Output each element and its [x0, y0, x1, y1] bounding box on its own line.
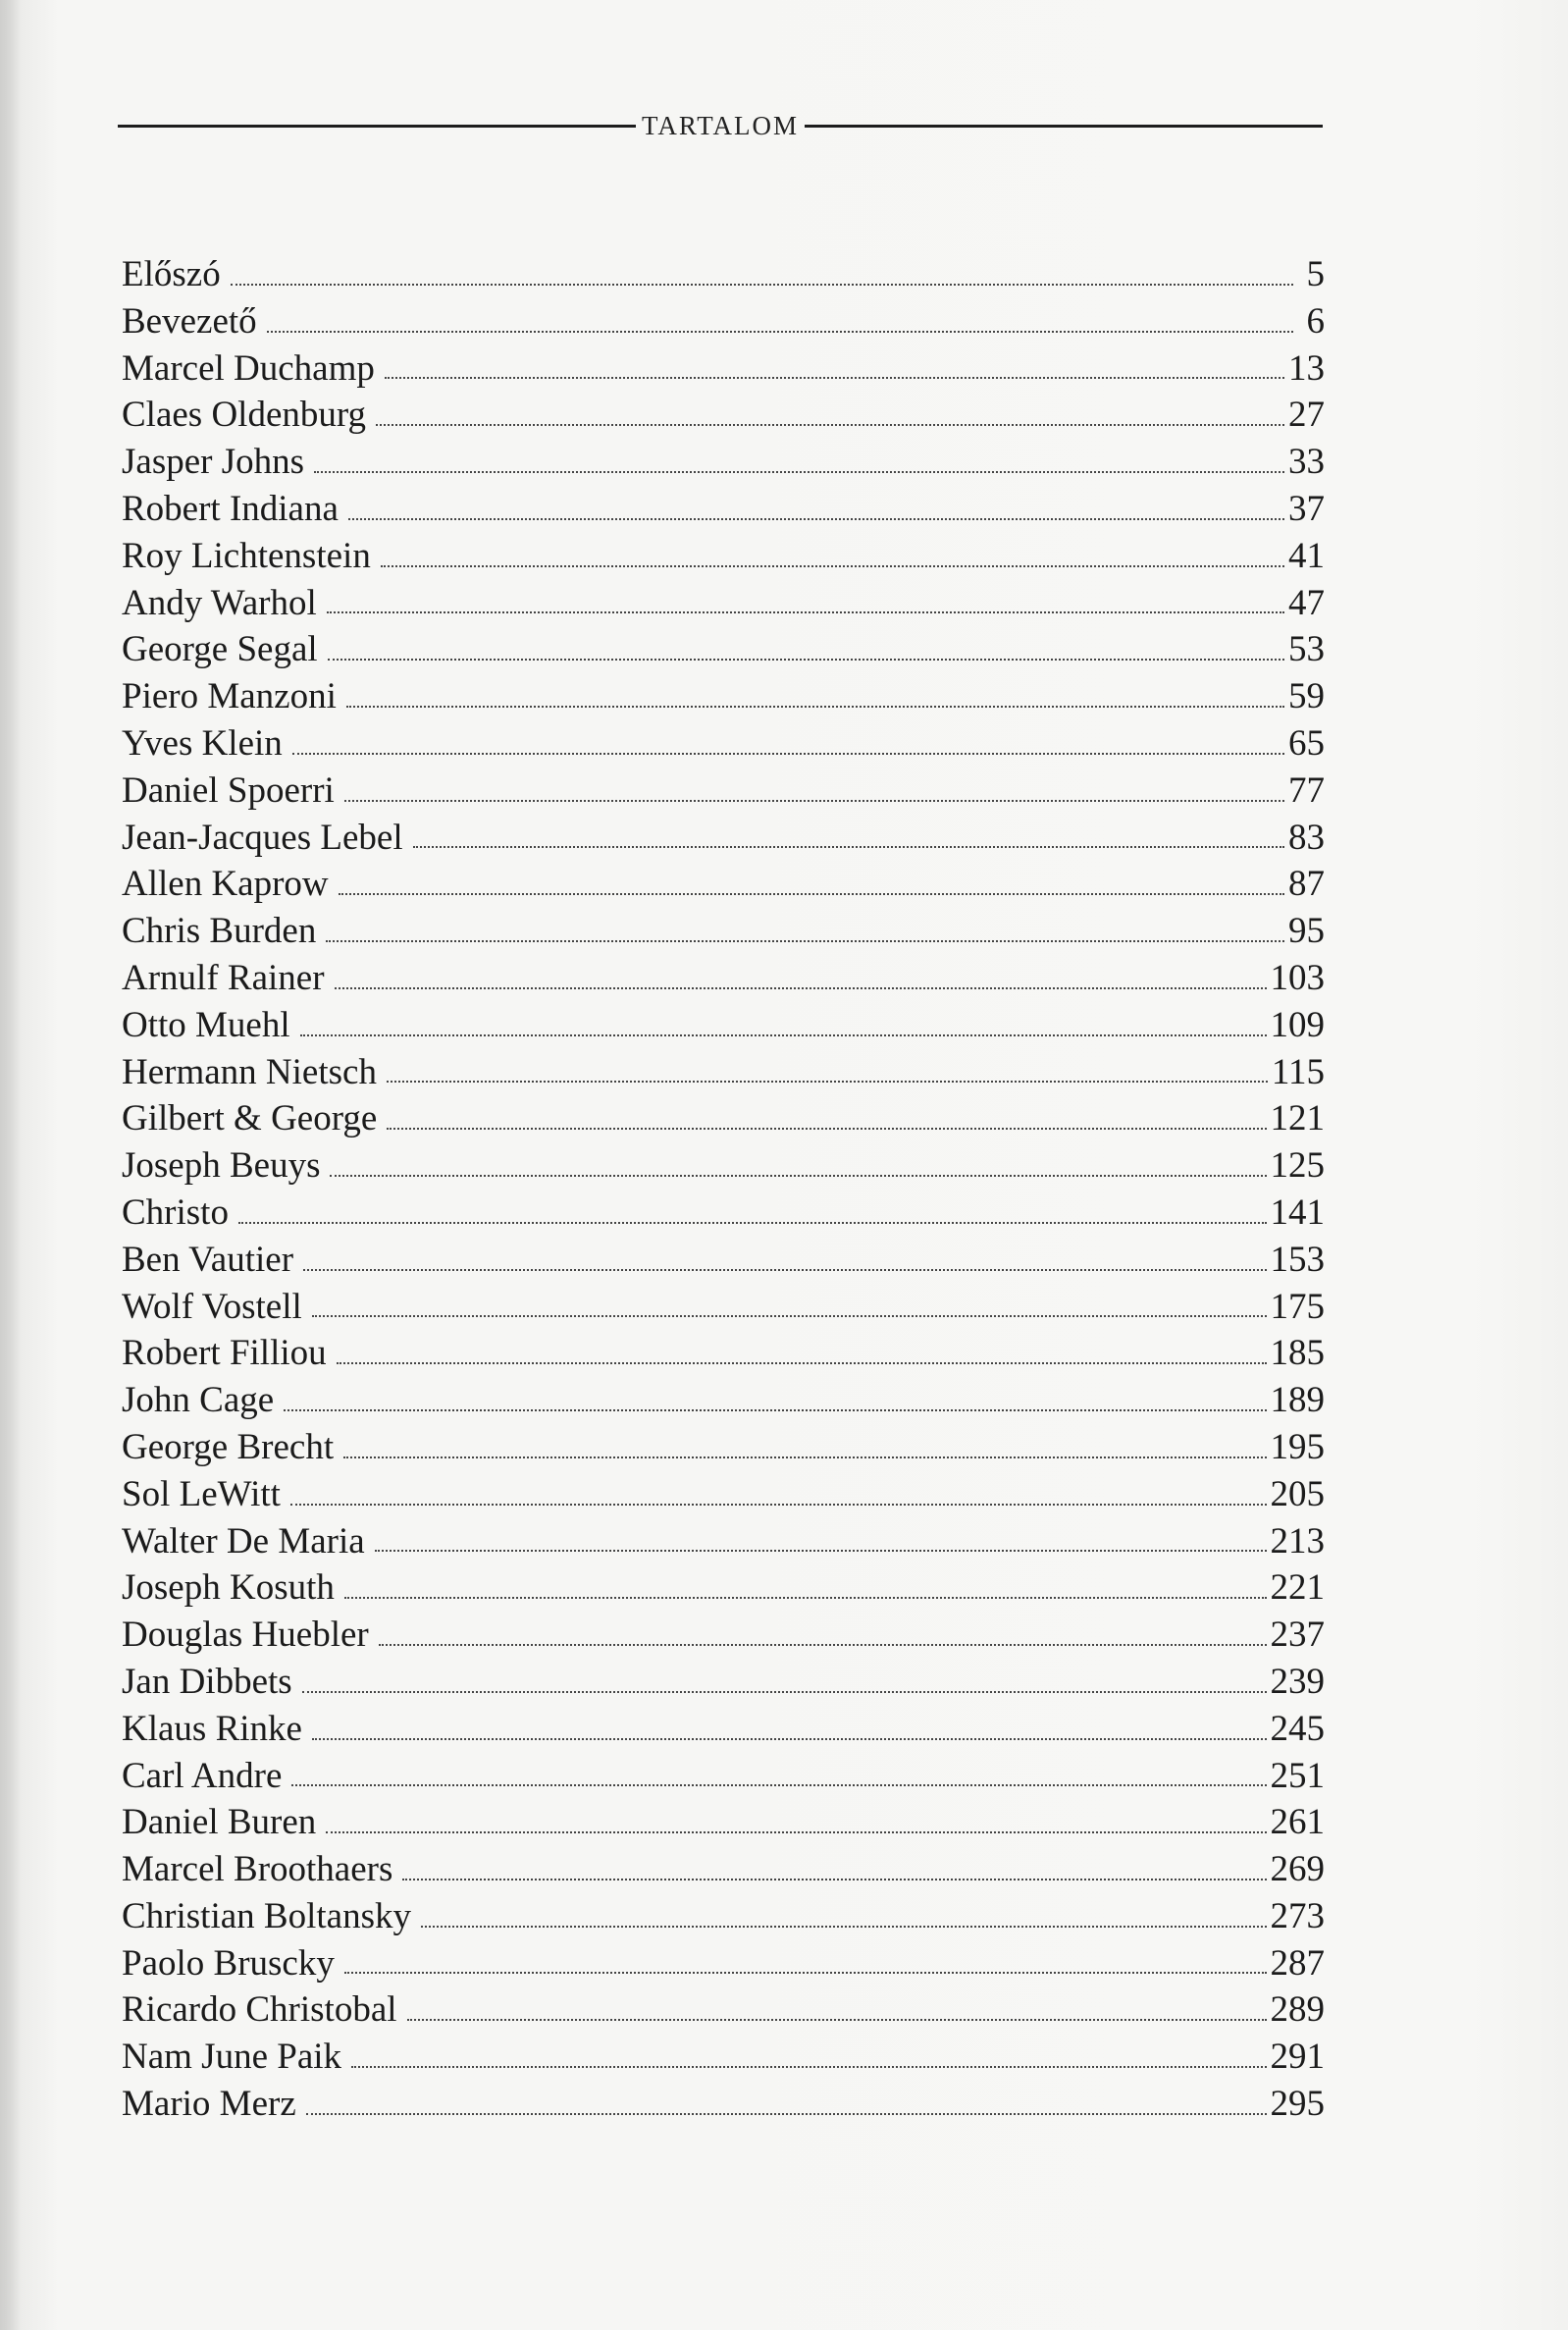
dot-leader: [326, 1831, 1266, 1833]
toc-entry-page: 213: [1270, 1520, 1325, 1562]
toc-entry-page: 77: [1288, 769, 1325, 811]
toc-entry-page: 189: [1270, 1380, 1325, 1421]
toc-entry: [122, 2036, 1325, 2083]
toc-entry: [122, 1004, 1325, 1051]
dot-leader: [303, 1269, 1266, 1271]
dot-leader: [344, 1972, 1267, 1974]
toc-entry-page: 141: [1270, 1191, 1325, 1233]
toc-entry: [122, 300, 1325, 347]
dot-leader: [402, 1879, 1266, 1880]
toc-entry-page: 41: [1288, 535, 1325, 576]
dot-leader: [385, 377, 1284, 379]
dot-leader: [413, 846, 1284, 848]
toc-entry-page: 237: [1270, 1615, 1325, 1656]
toc-entry-name: Ben Vautier: [122, 1239, 294, 1280]
dot-leader: [407, 2019, 1267, 2021]
toc-entry-page: 291: [1270, 2037, 1325, 2078]
toc-entry: [122, 1942, 1325, 1989]
toc-entry-name: Christo: [122, 1191, 229, 1233]
toc-entry-name: Marcel Broothaers: [122, 1849, 393, 1890]
toc-entry-name: Chris Burden: [122, 911, 317, 952]
dot-leader: [348, 518, 1284, 520]
toc-entry-name: Claes Oldenburg: [122, 395, 367, 436]
toc-entry-name: Douglas Huebler: [122, 1615, 369, 1656]
toc-entry-page: 245: [1270, 1708, 1325, 1749]
dot-leader: [337, 1362, 1267, 1364]
toc-entry: [122, 1520, 1325, 1567]
toc-entry-page: 121: [1270, 1098, 1325, 1139]
toc-entry-page: 59: [1288, 676, 1325, 717]
toc-entry: [122, 1144, 1325, 1191]
toc-entry-name: Gilbert & George: [122, 1098, 378, 1139]
dot-leader: [314, 471, 1284, 473]
dot-leader: [351, 2066, 1266, 2068]
toc-entry-name: Allen Kaprow: [122, 864, 329, 905]
toc-entry-page: 221: [1270, 1567, 1325, 1609]
dot-leader: [284, 1409, 1266, 1411]
dot-leader: [376, 424, 1284, 426]
toc-entry: [122, 863, 1325, 910]
toc-entry-page: 47: [1288, 582, 1325, 623]
toc-entry-name: Roy Lichtenstein: [122, 535, 371, 576]
toc-entry-page: 87: [1288, 864, 1325, 905]
toc-entry-page: 125: [1270, 1145, 1325, 1187]
dot-leader: [238, 1222, 1267, 1224]
toc-entry-name: John Cage: [122, 1380, 275, 1421]
toc-entry-name: George Segal: [122, 629, 318, 670]
dot-leader: [344, 1597, 1267, 1599]
toc-title: TARTALOM: [641, 110, 800, 140]
toc-entry: [122, 957, 1325, 1004]
dot-leader: [327, 611, 1284, 613]
toc-entry-name: Sol LeWitt: [122, 1473, 281, 1514]
toc-entry: [122, 535, 1325, 582]
toc-entry-name: Jean-Jacques Lebel: [122, 817, 403, 858]
toc-entry-page: 251: [1270, 1755, 1325, 1796]
toc-entry-page: 33: [1288, 442, 1325, 483]
toc-entry-name: Piero Manzoni: [122, 676, 337, 717]
toc-entry-page: 239: [1270, 1661, 1325, 1702]
toc-entry-page: 153: [1270, 1239, 1325, 1280]
toc-entry-name: Nam June Paik: [122, 2037, 342, 2078]
toc-entry: [122, 1895, 1325, 1942]
dot-leader: [335, 987, 1267, 989]
toc-entry-page: 273: [1270, 1895, 1325, 1936]
toc-entry-page: 175: [1270, 1286, 1325, 1327]
table-of-contents: [122, 253, 1325, 2130]
toc-entry-page: 83: [1288, 817, 1325, 858]
toc-entry: [122, 1801, 1325, 1848]
toc-entry-name: Jasper Johns: [122, 442, 305, 483]
header-rule-left: [118, 125, 636, 128]
toc-entry: [122, 1239, 1325, 1286]
toc-entry: [122, 1708, 1325, 1755]
toc-entry-page: 5: [1306, 254, 1325, 294]
toc-entry-page: 287: [1270, 1942, 1325, 1984]
toc-entry-name: Hermann Nietsch: [122, 1051, 377, 1092]
toc-entry-name: Marcel Duchamp: [122, 347, 375, 389]
toc-entry-name: Otto Muehl: [122, 1004, 290, 1045]
toc-entry-name: Joseph Beuys: [122, 1145, 321, 1187]
toc-entry-name: Paolo Bruscky: [122, 1942, 335, 1984]
toc-entry-name: Ricardo Christobal: [122, 1989, 397, 2031]
toc-entry-name: Robert Filliou: [122, 1333, 327, 1374]
toc-entry: [122, 2083, 1325, 2130]
toc-entry-page: 37: [1288, 488, 1325, 529]
dot-leader: [344, 800, 1284, 802]
toc-entry-page: 185: [1270, 1333, 1325, 1374]
toc-entry: [122, 817, 1325, 864]
dot-leader: [312, 1315, 1267, 1317]
dot-leader: [387, 1081, 1268, 1083]
toc-entry: [122, 1614, 1325, 1661]
toc-entry: [122, 582, 1325, 629]
toc-entry-name: Carl Andre: [122, 1755, 283, 1796]
toc-entry: [122, 253, 1325, 300]
toc-entry-name: Christian Boltansky: [122, 1895, 411, 1936]
dot-leader: [291, 1784, 1266, 1786]
toc-entry: [122, 1379, 1325, 1426]
toc-entry-page: 65: [1288, 722, 1325, 764]
toc-entry: [122, 441, 1325, 488]
toc-entry-name: Wolf Vostell: [122, 1286, 302, 1327]
toc-entry-name: Daniel Spoerri: [122, 769, 335, 811]
dot-leader: [267, 331, 1293, 333]
toc-entry-name: Klaus Rinke: [122, 1708, 302, 1749]
toc-entry: [122, 1191, 1325, 1239]
header-rule-right: [805, 125, 1323, 128]
toc-entry-name: Előszó: [122, 254, 221, 294]
toc-entry-page: 13: [1288, 347, 1325, 389]
toc-entry-page: 115: [1271, 1051, 1325, 1092]
toc-entry: [122, 1566, 1325, 1614]
toc-entry: [122, 1661, 1325, 1708]
toc-entry-page: 195: [1270, 1426, 1325, 1467]
spine-shadow: [0, 0, 22, 2330]
toc-entry: [122, 347, 1325, 395]
toc-entry-name: Joseph Kosuth: [122, 1567, 335, 1609]
toc-entry-page: 109: [1270, 1004, 1325, 1045]
dot-leader: [300, 1034, 1267, 1036]
toc-entry: [122, 1988, 1325, 2036]
dot-leader: [302, 1691, 1267, 1693]
toc-entry: [122, 1286, 1325, 1333]
toc-entry-name: Mario Merz: [122, 2084, 296, 2125]
dot-leader: [306, 2113, 1267, 2115]
dot-leader: [343, 1456, 1266, 1458]
toc-entry-page: 27: [1288, 395, 1325, 436]
toc-entry: [122, 1332, 1325, 1379]
dot-leader: [339, 893, 1284, 895]
toc-entry-name: Andy Warhol: [122, 582, 317, 623]
toc-entry-name: Arnulf Rainer: [122, 957, 325, 998]
toc-entry: [122, 1755, 1325, 1802]
toc-entry: [122, 488, 1325, 535]
toc-entry-name: Yves Klein: [122, 722, 283, 764]
dot-leader: [326, 940, 1284, 942]
toc-entry-page: 95: [1288, 911, 1325, 952]
toc-entry-name: Daniel Buren: [122, 1802, 317, 1843]
toc-entry-name: Robert Indiana: [122, 488, 339, 529]
toc-header: [118, 106, 1323, 145]
dot-leader: [231, 284, 1293, 286]
toc-entry-page: 103: [1270, 957, 1325, 998]
toc-entry: [122, 1473, 1325, 1520]
dot-leader: [379, 1644, 1267, 1646]
toc-entry: [122, 1051, 1325, 1098]
toc-entry: [122, 675, 1325, 722]
toc-entry-name: Jan Dibbets: [122, 1661, 292, 1702]
toc-entry: [122, 769, 1325, 817]
toc-entry-page: 53: [1288, 629, 1325, 670]
toc-entry-name: Walter De Maria: [122, 1520, 365, 1562]
dot-leader: [346, 706, 1284, 708]
dot-leader: [292, 753, 1284, 755]
dot-leader: [328, 659, 1284, 661]
toc-entry-page: 295: [1270, 2084, 1325, 2125]
toc-entry: [122, 628, 1325, 675]
dot-leader: [330, 1175, 1266, 1177]
toc-entry: [122, 1097, 1325, 1144]
toc-entry-page: 269: [1270, 1849, 1325, 1890]
toc-entry-page: 261: [1270, 1802, 1325, 1843]
dot-leader: [387, 1128, 1266, 1130]
toc-entry: [122, 394, 1325, 441]
toc-entry: [122, 722, 1325, 769]
toc-entry-page: 289: [1270, 1989, 1325, 2031]
toc-entry-name: George Brecht: [122, 1426, 335, 1467]
toc-entry-page: 6: [1306, 300, 1325, 342]
dot-leader: [290, 1504, 1267, 1506]
dot-leader: [381, 565, 1284, 567]
toc-entry: [122, 1848, 1325, 1895]
toc-entry-name: Bevezető: [122, 300, 257, 342]
toc-entry-page: 205: [1270, 1473, 1325, 1514]
dot-leader: [312, 1738, 1267, 1740]
dot-leader: [421, 1926, 1267, 1928]
toc-entry: [122, 1426, 1325, 1473]
dot-leader: [375, 1550, 1267, 1552]
toc-entry: [122, 910, 1325, 957]
